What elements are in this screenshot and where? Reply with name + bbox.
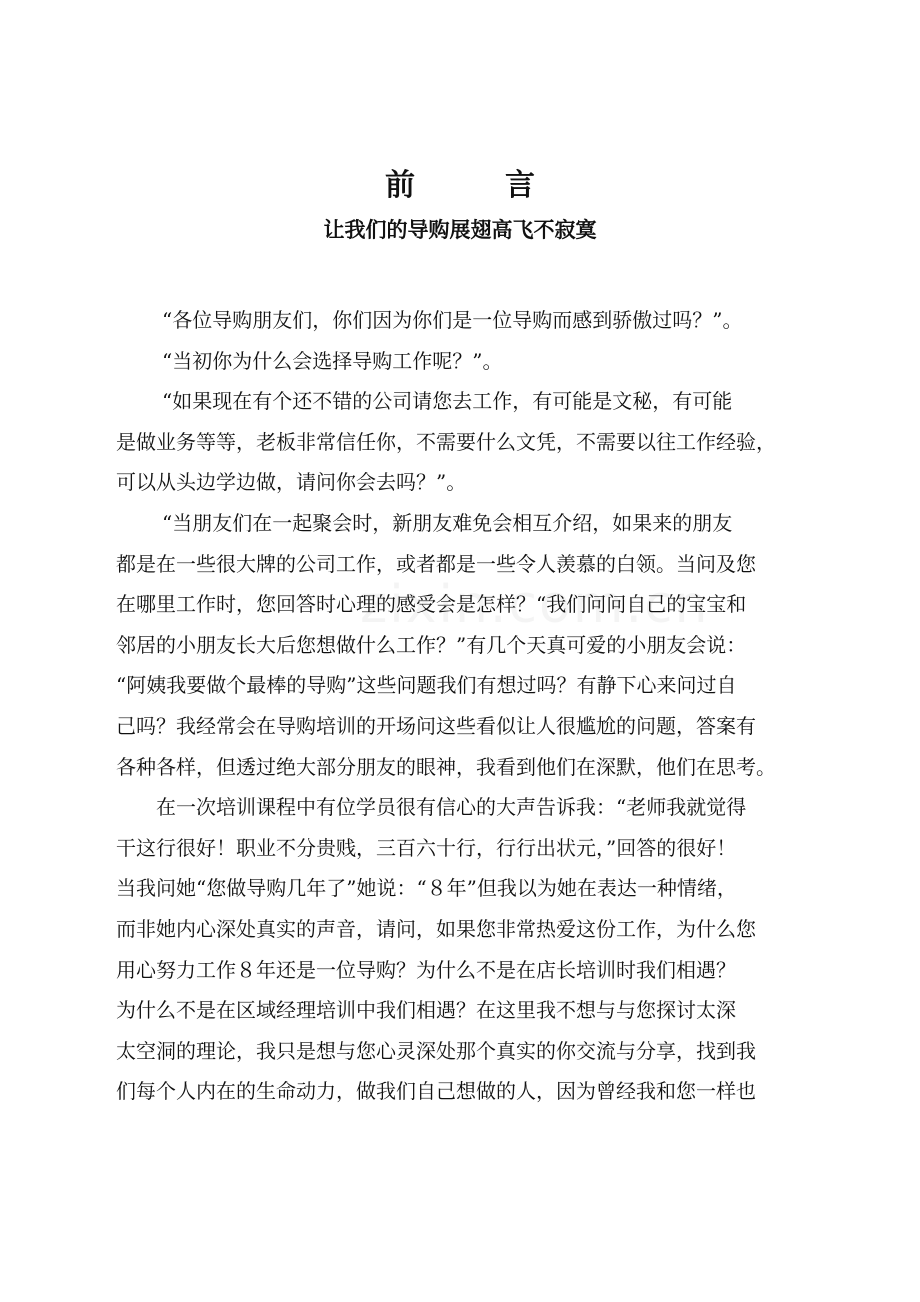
text-line: 各种各样，但透过绝大部分朋友的眼神，我看到他们在深默，他们在思考。 — [116, 754, 776, 779]
text-line: 干这行很好！职业不分贵贱，三百六十行，行行出状元，”回答的很好！ — [116, 835, 737, 860]
text-line: 用心努力工作８年还是一位导购？为什么不是在店长培训时我们相遇？ — [116, 957, 736, 982]
text-line: 而非她内心深处真实的声音，请问，如果您非常热爱这份工作，为什么您 — [116, 916, 756, 941]
body-text — [116, 300, 816, 1112]
text-line: “各位导购朋友们，你们因为你们是一位导购而感到骄傲过吗？”。 — [162, 308, 743, 332]
text-line: 己吗？我经常会在导购培训的开场问这些看似让人很尴尬的问题，答案有 — [116, 713, 756, 738]
text-line: 在哪里工作时，您回答时心理的感受会是怎样？“我们问问自己的宝宝和 — [116, 592, 747, 617]
text-line: 在一次培训课程中有位学员很有信心的大声告诉我：“老师我就觉得 — [156, 795, 747, 820]
text-line: 是做业务等等，老板非常信任你，不需要什么文凭，不需要以往工作经验， — [116, 429, 776, 454]
text-line: “当朋友们在一起聚会时，新朋友难免会相互介绍，如果来的朋友 — [162, 510, 733, 535]
text-line: “阿姨我要做个最棒的导购”这些问题我们有想过吗？有静下心来问过自 — [116, 673, 737, 698]
text-line: “当初你为什么会选择导购工作呢？”。 — [162, 348, 503, 373]
page-subtitle: 让我们的导购展翅高飞不寂寞 — [323, 218, 597, 242]
text-line: 们每个人内在的生命动力，做我们自己想做的人，因为曾经我和您一样也 — [116, 1079, 756, 1104]
text-line: 太空洞的理论，我只是想与您心灵深处那个真实的你交流与分享，找到我 — [116, 1038, 756, 1063]
text-line: 都是在一些很大牌的公司工作，或者都是一些令人羡慕的白领。当问及您 — [116, 551, 756, 576]
text-line: 可以从头边学边做，请问你会去吗？”。 — [116, 470, 467, 495]
text-line: 邻居的小朋友长大后您想做什么工作？”有几个天真可爱的小朋友会说： — [116, 632, 747, 657]
page-title: 前 言 — [385, 168, 535, 203]
text-line: “如果现在有个还不错的公司请您去工作，有可能是文秘，有可能 — [162, 389, 733, 414]
text-line: 为什么不是在区域经理培训中我们相遇？在这里我不想与与您探讨太深 — [116, 998, 736, 1023]
text-line: 当我问她“您做导购几年了”她说：“８年”但我以为她在表达一种情绪， — [116, 876, 737, 901]
